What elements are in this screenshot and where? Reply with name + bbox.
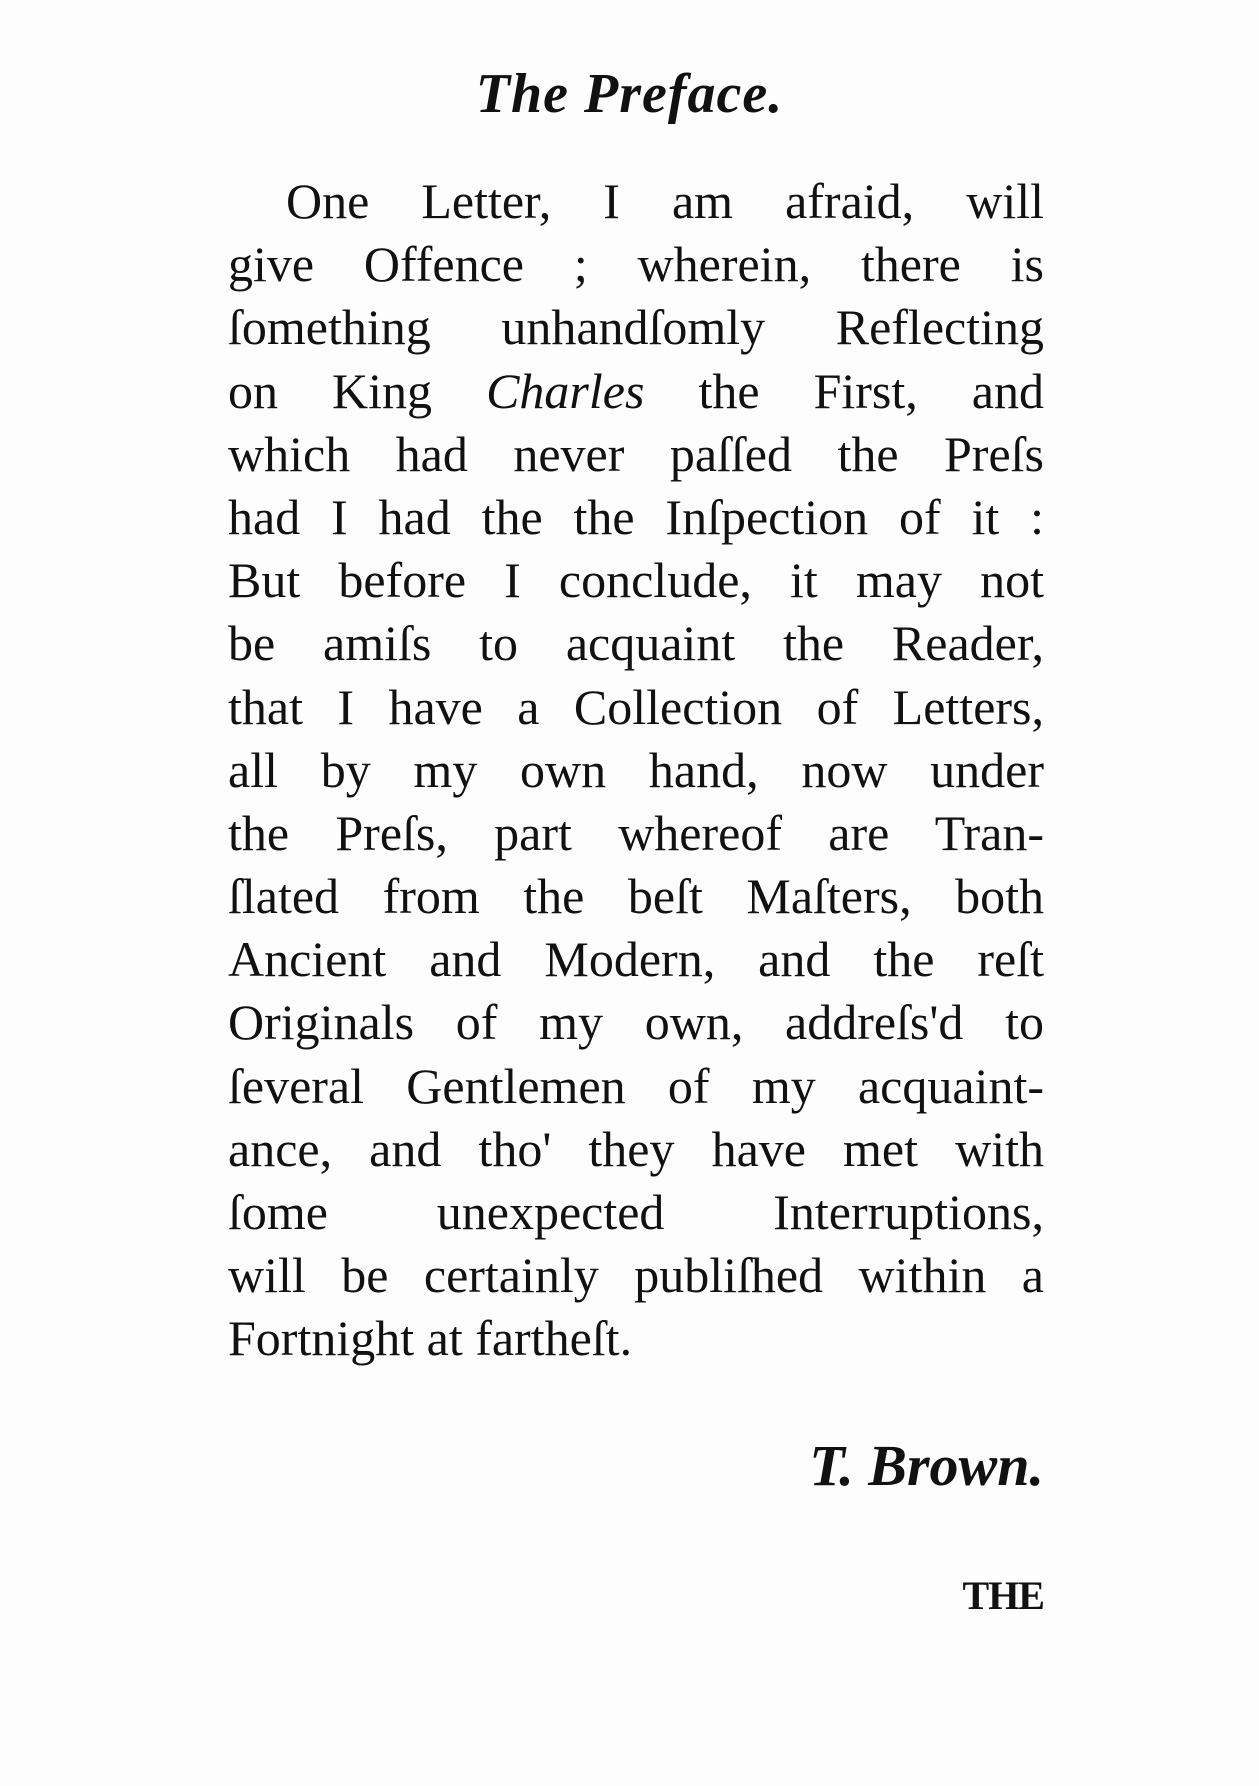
text-line: Originals of my own, addreſs'd to [228, 994, 1044, 1051]
text-line: ſome unexpected Interruptions, [228, 1184, 1044, 1240]
text-line: ſlated from the beſt Maſters, both [228, 868, 1044, 925]
text-line: which had never paſſed the Preſs [228, 425, 1044, 482]
text-line: One Letter, I am afraid, will [286, 173, 1044, 229]
text-line: on King Charles the First, and [228, 362, 1044, 419]
text-line: Fortnight at fartheſt. [228, 1310, 633, 1367]
italic-name: Charles [486, 362, 645, 419]
preface-body [228, 170, 1044, 1371]
catchword: THE [962, 1573, 1044, 1618]
text-line: the Preſs, part whereof are Tran- [228, 804, 1044, 861]
text-line: But before I conclude, it may not [228, 552, 1044, 609]
text-line: will be certainly publiſhed within a [228, 1247, 1044, 1304]
text-line: had I had the the Inſpection of it : [228, 488, 1044, 545]
text-line: give Offence ; wherein, there is [228, 236, 1044, 293]
text-line: ſomething unhandſomly Reflecting [228, 299, 1044, 356]
text-line: be amiſs to acquaint the Reader, [228, 615, 1044, 672]
text-line: ſeveral Gentlemen of my acquaint- [228, 1057, 1044, 1114]
text-line: all by my own hand, now under [228, 741, 1044, 798]
running-head: The Preface. [475, 63, 784, 125]
text-line: that I have a Collection of Letters, [228, 678, 1044, 735]
author-signature: T. Brown. [809, 1433, 1044, 1498]
text-line: Ancient and Modern, and the reſt [228, 931, 1044, 988]
text-line: ance, and tho' they have met with [228, 1120, 1044, 1177]
